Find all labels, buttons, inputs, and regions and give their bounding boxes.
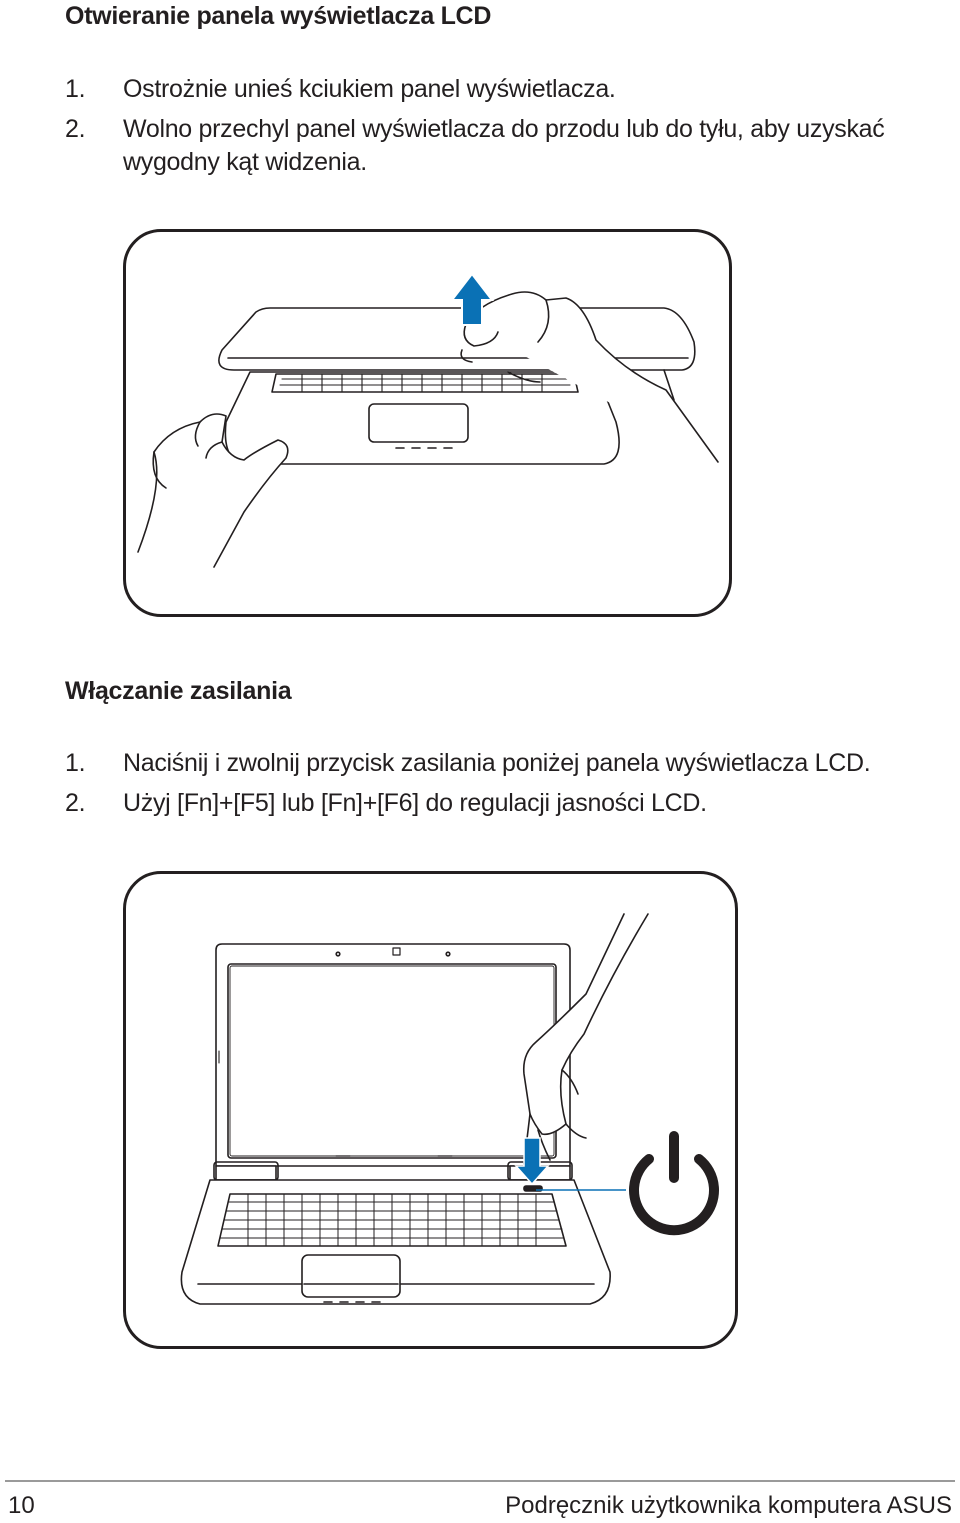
section-heading-open-lcd: Otwieranie panela wyświetlacza LCD xyxy=(65,2,492,30)
footer-divider xyxy=(5,1480,955,1482)
page-number: 10 xyxy=(8,1492,35,1519)
list-item xyxy=(65,113,960,179)
power-icon xyxy=(634,1136,714,1230)
step-text: Ostrożnie unieś kciukiem panel wyświetlacza. xyxy=(123,75,616,103)
figure-power-on xyxy=(123,871,738,1349)
power-on-steps xyxy=(65,747,870,820)
step-text: Użyj [Fn]+[F5] lub [Fn]+[F6] do regulacji jasności LCD. xyxy=(123,789,707,817)
step-text: Wolno przechyl panel wyświetlacza do przodu lub do tyłu, aby uzyskać wygodny kąt widzenia. xyxy=(123,115,885,176)
section-heading-power-on: Włączanie zasilania xyxy=(65,677,292,705)
laptop-lid-illustration xyxy=(126,232,728,613)
step-number: 2. xyxy=(65,789,86,817)
manual-title: Podręcznik użytkownika komputera ASUS xyxy=(505,1492,952,1519)
list-item xyxy=(65,73,960,106)
step-number: 1. xyxy=(65,749,86,777)
open-lcd-steps xyxy=(65,73,960,179)
step-number: 2. xyxy=(65,115,86,143)
step-text: Naciśnij i zwolnij przycisk zasilania poniżej panela wyświetlacza LCD. xyxy=(123,749,871,777)
laptop-power-illustration xyxy=(126,874,734,1345)
list-item xyxy=(65,747,870,780)
figure-open-lcd xyxy=(123,229,732,617)
step-number: 1. xyxy=(65,75,86,103)
list-item xyxy=(65,787,870,820)
